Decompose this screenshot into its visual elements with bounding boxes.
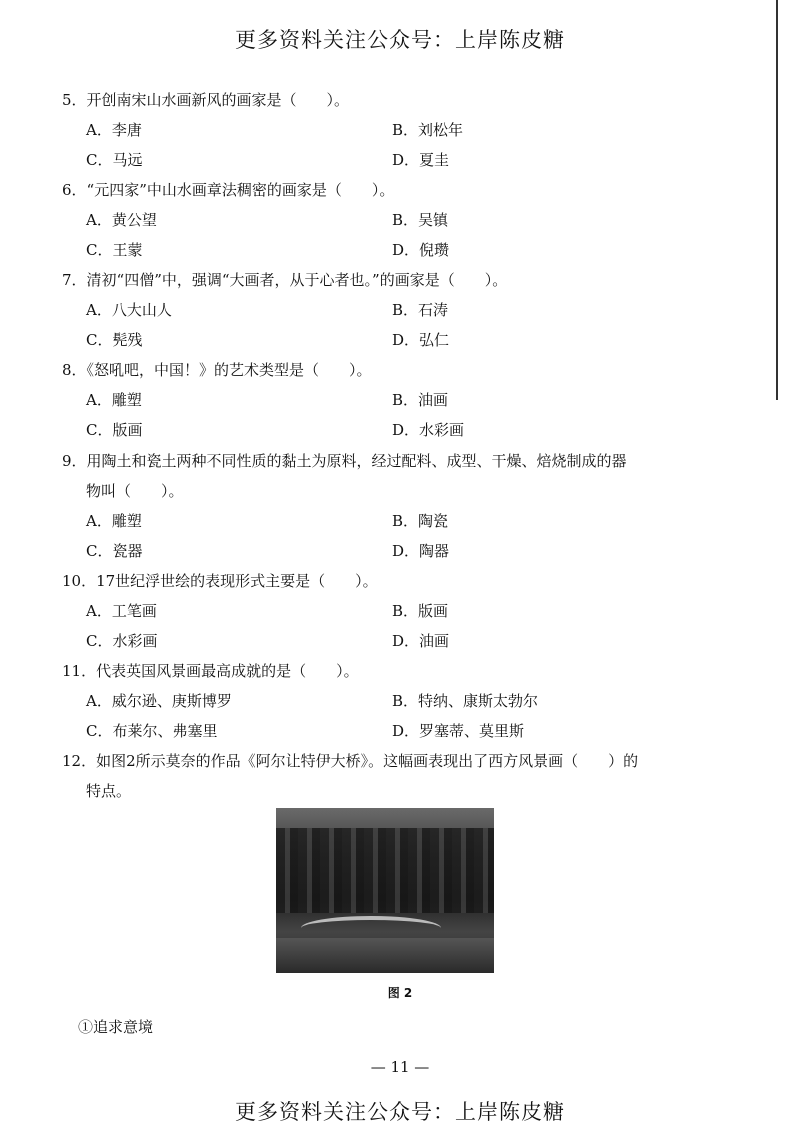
question-10-stem: 10．17世纪浮世绘的表现形式主要是（ ）。 — [62, 572, 378, 590]
question-6-option-a: A．黄公望 — [86, 211, 157, 229]
question-9-stem: 9．用陶土和瓷土两种不同性质的黏土为原料，经过配料、成型、干燥、焙烧制成的器 — [62, 452, 627, 470]
question-11-option-d: D．罗塞蒂、莫里斯 — [392, 722, 525, 740]
painting-trees — [276, 828, 494, 913]
question-11-option-a: A．威尔逊、庚斯博罗 — [86, 692, 232, 710]
question-11-option-b: B．特纳、康斯太勃尔 — [392, 692, 539, 710]
question-10-option-a: A．工笔画 — [86, 602, 157, 620]
question-11-option-c: C．布莱尔、弗塞里 — [86, 722, 218, 740]
question-9-option-c: C．瓷器 — [86, 542, 143, 560]
question-5-option-d: D．夏圭 — [392, 151, 450, 169]
question-9-option-a: A．雕塑 — [86, 512, 142, 530]
question-8-option-c: C．版画 — [86, 421, 143, 439]
question-8-option-d: D．水彩画 — [392, 421, 465, 439]
question-7-stem: 7．清初“四僧”中，强调“大画者，从于心者也。”的画家是（ ）。 — [62, 271, 508, 289]
question-5-stem: 5．开创南宋山水画新风的画家是（ ）。 — [62, 91, 350, 109]
scan-edge-line — [776, 0, 778, 400]
question-8-stem: 8．《怒吼吧，中国！》的艺术类型是（ ）。 — [62, 361, 372, 379]
question-9-option-d: D．陶器 — [392, 542, 450, 560]
question-7-option-a: A．八大山人 — [86, 301, 172, 319]
question-5-option-a: A．李唐 — [86, 121, 142, 139]
question-8-option-a: A．雕塑 — [86, 391, 142, 409]
question-6-option-b: B．吴镇 — [392, 211, 449, 229]
question-12-stem-continued: 特点。 — [86, 782, 132, 800]
question-6-option-d: D．倪瓒 — [392, 241, 450, 259]
question-8-option-b: B．油画 — [392, 391, 449, 409]
question-6-option-c: C．王蒙 — [86, 241, 143, 259]
question-9-stem-continued: 物叫（ ）。 — [86, 482, 184, 500]
painting-bridge — [301, 916, 441, 940]
question-7-option-d: D．弘仁 — [392, 331, 450, 349]
question-12-option-1: ①追求意境 — [78, 1018, 154, 1036]
question-9-option-b: B．陶瓷 — [392, 512, 449, 530]
question-5-option-c: C．马远 — [86, 151, 143, 169]
question-7-option-c: C．髡残 — [86, 331, 143, 349]
question-12-stem: 12．如图2所示莫奈的作品《阿尔让特伊大桥》。这幅画表现出了西方风景画（ ）的 — [62, 752, 639, 770]
figure-caption: 图 2 — [387, 986, 413, 1000]
question-5-option-b: B．刘松年 — [392, 121, 464, 139]
painting-water — [276, 938, 494, 973]
page-number: — 11 — — [370, 1058, 430, 1076]
monet-bridge-painting — [276, 808, 494, 973]
question-11-stem: 11．代表英国风景画最高成就的是（ ）。 — [62, 662, 359, 680]
question-10-option-d: D．油画 — [392, 632, 450, 650]
question-10-option-c: C．水彩画 — [86, 632, 158, 650]
question-10-option-b: B．版画 — [392, 602, 449, 620]
question-7-option-b: B．石涛 — [392, 301, 449, 319]
footer-banner: 更多资料关注公众号：上岸陈皮糖 — [235, 1100, 565, 1124]
question-6-stem: 6．“元四家”中山水画章法稠密的画家是（ ）。 — [62, 181, 395, 199]
header-banner: 更多资料关注公众号：上岸陈皮糖 — [235, 28, 565, 52]
